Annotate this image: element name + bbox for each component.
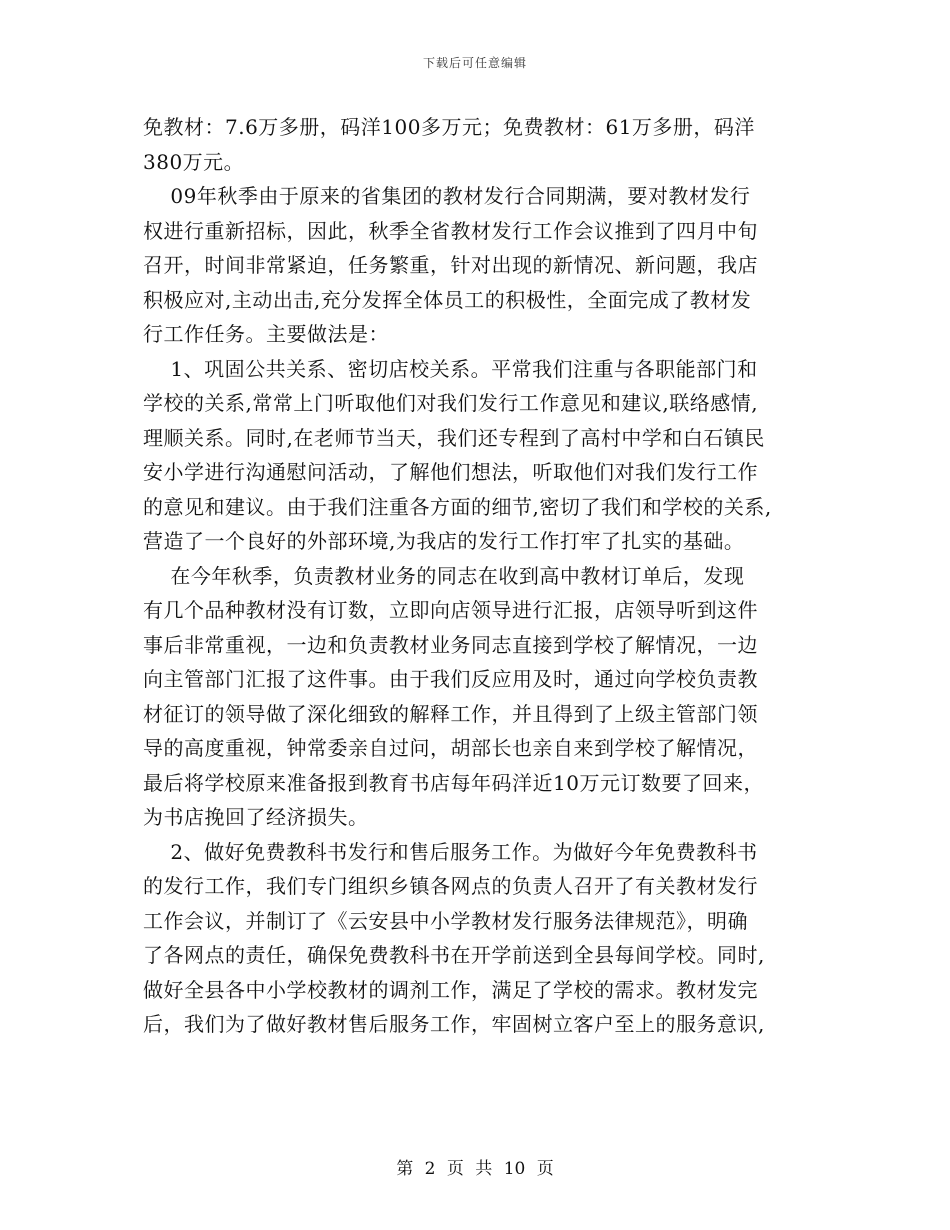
page-number-footer: 第 2 页 共 10 页 <box>396 1159 554 1179</box>
text-line: 工作会议，并制订了《云安县中小学教材发行服务法律规范》，明确 <box>143 908 748 933</box>
text-line: 了各网点的责任，确保免费教科书在开学前送到全县每间学校。同时, <box>143 943 765 967</box>
text-line: 最后将学校原来准备报到教育书店每年码洋近10万元订数要了回来， <box>143 770 764 795</box>
text-line: 召开，时间非常紧迫，任务繁重，针对出现的新情况、新问题，我店 <box>143 253 758 277</box>
page-header: 下载后可任意编辑 <box>422 56 527 70</box>
text-line: 安小学进行沟通慰问活动，了解他们想法，听取他们对我们发行工作 <box>143 460 758 484</box>
text-line: 2、做好免费教科书发行和售后服务工作。为做好今年免费教科书 <box>143 839 758 864</box>
paragraph <box>143 835 813 1042</box>
text-line: 理顺关系。同时,在老师节当天，我们还专程到了高村中学和白石镇民 <box>143 425 765 450</box>
text-line: 事后非常重视，一边和负责教材业务同志直接到学校了解情况，一边 <box>143 632 758 657</box>
text-line: 做好全县各中小学校教材的调剂工作，满足了学校的需求。教材发完 <box>143 977 758 1002</box>
text-line: 免教材：7.6万多册，码洋100多万元；免费教材：61万多册，码洋 <box>143 115 755 139</box>
text-line: 学校的关系,常常上门听取他们对我们发行工作意见和建议,联络感情, <box>143 391 759 415</box>
text-line: 在今年秋季，负责教材业务的同志在收到高中教材订单后，发现 <box>143 563 745 588</box>
paragraph <box>143 110 813 179</box>
text-line: 材征订的领导做了深化细致的解释工作，并且得到了上级主管部门领 <box>143 701 758 726</box>
text-line: 向主管部门汇报了这件事。由于我们反应用及时，通过向学校负责教 <box>143 667 758 691</box>
paragraph <box>143 179 813 352</box>
text-line: 导的高度重视，钟常委亲自过问，胡部长也亲自来到学校了解情况， <box>143 736 758 760</box>
text-line: 1、巩固公共关系、密切店校关系。平常我们注重与各职能部门和 <box>143 356 758 381</box>
text-line: 380万元。 <box>143 149 245 174</box>
text-line: 的发行工作，我们专门组织乡镇各网点的负责人召开了有关教材发行 <box>143 874 758 898</box>
text-line: 积极应对,主动出击,充分发挥全体员工的积极性，全面完成了教材发 <box>143 287 752 312</box>
text-line: 为书店挽回了经济损失。 <box>143 805 369 829</box>
text-line: 后，我们为了做好教材售后服务工作，牢固树立客户至上的服务意识, <box>143 1012 765 1036</box>
paragraph <box>143 352 813 559</box>
text-line: 的意见和建议。由于我们注重各方面的细节,密切了我们和学校的关系, <box>143 494 772 519</box>
text-line: 09年秋季由于原来的省集团的教材发行合同期满，要对教材发行 <box>143 184 751 208</box>
text-line: 有几个品种教材没有订数，立即向店领导进行汇报，店领导听到这件 <box>143 598 758 622</box>
document-body <box>143 110 813 1042</box>
paragraph <box>143 559 813 835</box>
text-line: 权进行重新招标，因此，秋季全省教材发行工作会议推到了四月中旬 <box>143 218 758 243</box>
text-line: 行工作任务。主要做法是： <box>143 322 389 346</box>
text-line: 营造了一个良好的外部环境,为我店的发行工作打牢了扎实的基础。 <box>143 529 745 553</box>
